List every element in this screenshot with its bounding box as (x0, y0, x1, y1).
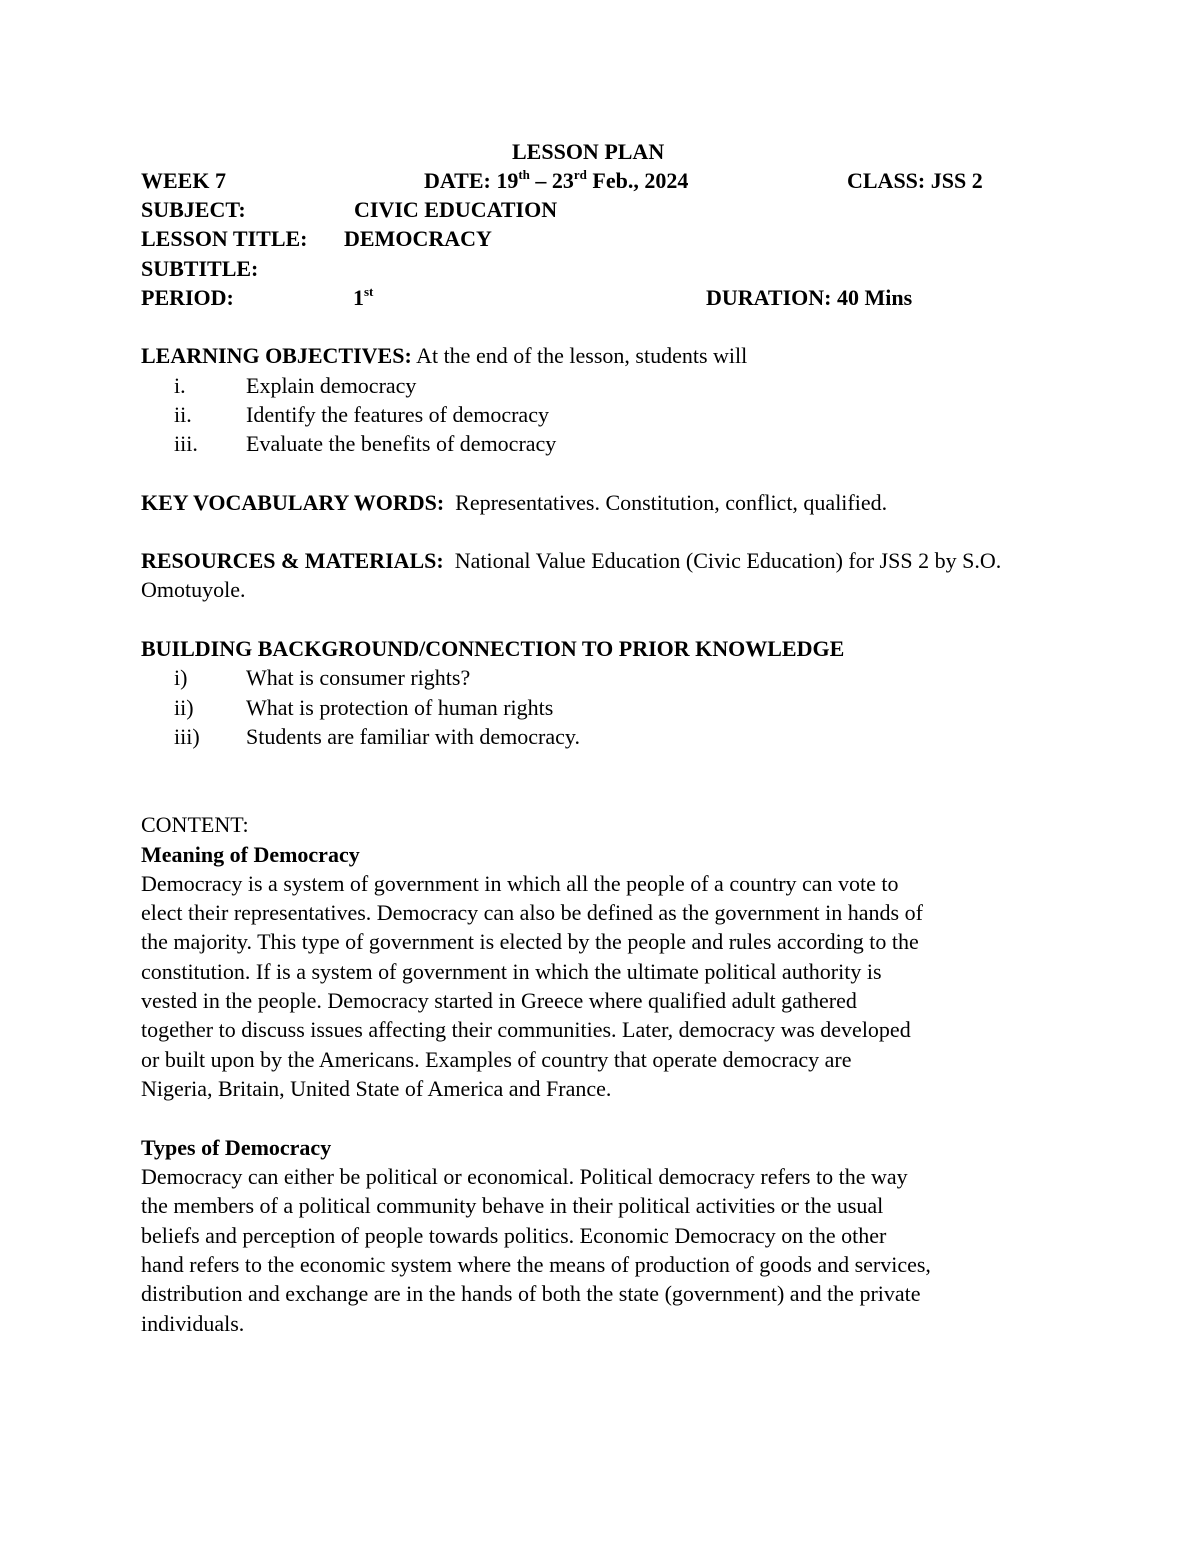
class-label: CLASS: JSS 2 (847, 168, 983, 193)
meaning-line: Democracy is a system of government in which all the people of a country can vote to (141, 871, 899, 896)
meaning-line: constitution. If is a system of government in which the ultimate political authority is (141, 959, 882, 984)
subject-value: CIVIC EDUCATION (354, 197, 558, 222)
objective-number: i. (174, 373, 186, 398)
meaning-heading: Meaning of Democracy (141, 842, 360, 867)
background-number: ii) (174, 695, 194, 720)
background-number: i) (174, 665, 188, 690)
key-vocabulary: KEY VOCABULARY WORDS: Representatives. Constitution, conflict, qualified. (141, 490, 888, 515)
resources-materials: RESOURCES & MATERIALS: National Value Education (Civic Education) for JSS 2 by S.O. Omotuyole. (141, 548, 1007, 603)
meaning-line: Nigeria, Britain, United State of America and France. (141, 1076, 612, 1101)
learning-objectives: LEARNING OBJECTIVES: At the end of the lesson, students will (141, 343, 748, 368)
period-value: 1st (353, 284, 374, 310)
meaning-line: or built upon by the Americans. Examples of country that operate democracy are (141, 1047, 852, 1072)
date-label: DATE: 19th – 23rd Feb., 2024 (424, 167, 689, 193)
objective-number: ii. (174, 402, 192, 427)
objective-item: Evaluate the benefits of democracy (246, 431, 557, 456)
types-line: beliefs and perception of people towards politics. Economic Democracy on the other (141, 1223, 887, 1248)
lesson-title-value: DEMOCRACY (344, 226, 492, 251)
duration-label: DURATION: 40 Mins (706, 285, 913, 310)
document-title: LESSON PLAN (512, 139, 665, 164)
period-label: PERIOD: (141, 285, 234, 310)
types-line: the members of a political community behave in their political activities or the usual (141, 1193, 884, 1218)
objective-number: iii. (174, 431, 198, 456)
types-line: hand refers to the economic system where the means of production of goods and services, (141, 1252, 931, 1277)
subtitle-label: SUBTITLE: (141, 256, 259, 281)
background-item: What is protection of human rights (246, 695, 554, 720)
objective-item: Explain democracy (246, 373, 417, 398)
subject-label: SUBJECT: (141, 197, 246, 222)
background-heading: BUILDING BACKGROUND/CONNECTION TO PRIOR KNOWLEDGE (141, 636, 845, 661)
types-line: Democracy can either be political or economical. Political democracy refers to the way (141, 1164, 908, 1189)
meaning-line: elect their representatives. Democracy can also be defined as the government in hands of (141, 900, 923, 925)
meaning-line: the majority. This type of government is elected by the people and rules according to the (141, 929, 919, 954)
content-label: CONTENT: (141, 812, 249, 837)
types-line: individuals. (141, 1311, 245, 1336)
meaning-line: together to discuss issues affecting their communities. Later, democracy was developed (141, 1017, 911, 1042)
lesson-title-label: LESSON TITLE: (141, 226, 308, 251)
types-line: distribution and exchange are in the hands of both the state (government) and the private (141, 1281, 921, 1306)
week-label: WEEK 7 (141, 168, 226, 193)
background-item: What is consumer rights? (246, 665, 471, 690)
types-heading: Types of Democracy (141, 1135, 332, 1160)
meaning-line: vested in the people. Democracy started in Greece where qualified adult gathered (141, 988, 857, 1013)
background-number: iii) (174, 724, 200, 749)
background-item: Students are familiar with democracy. (246, 724, 580, 749)
objective-item: Identify the features of democracy (246, 402, 549, 427)
